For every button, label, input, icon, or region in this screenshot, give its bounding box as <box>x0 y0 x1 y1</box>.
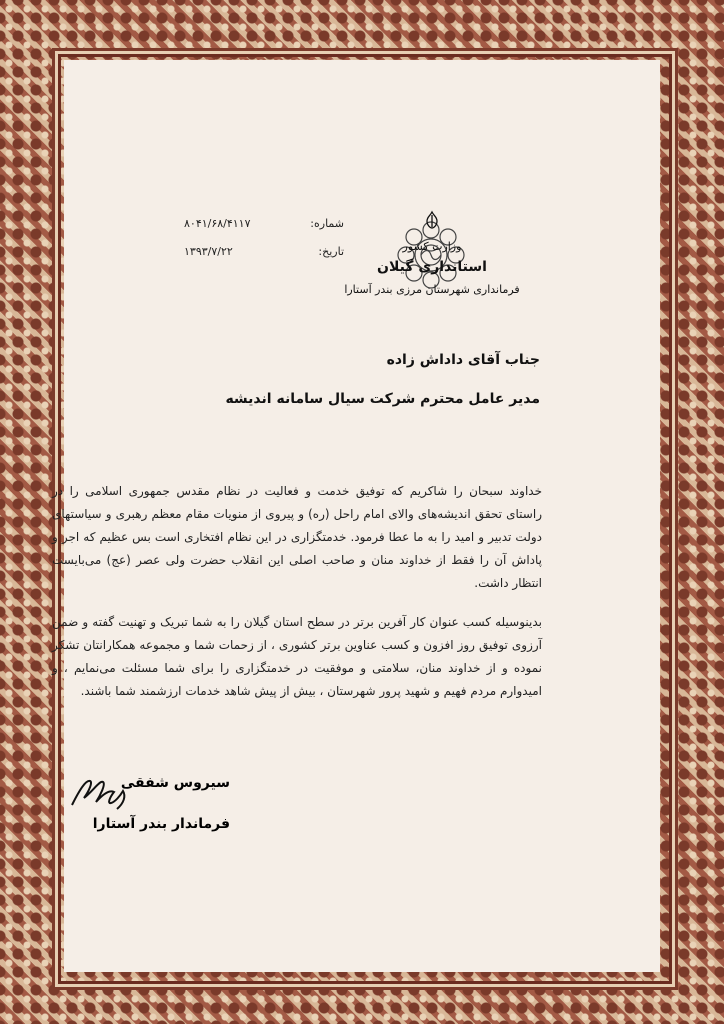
addressee-block <box>225 352 540 407</box>
handwritten-signature <box>66 765 146 825</box>
signature-block <box>70 775 230 832</box>
date-label: تاریخ: <box>318 245 344 258</box>
date-value: ۱۳۹۳/۷/۲۲ <box>184 245 233 258</box>
signer-name: سیروس شفقی <box>120 775 230 791</box>
letter-content <box>52 60 660 972</box>
body-paragraph-2: بدینوسیله کسب عنوان کار آفرین برتر در سطح استان گیلان را به شما تبریک و تهنیت گفته و ضمن آرزوی توفیق روز افزون و کسب عناوین برتر کشوری ، از زحمات شما و مجموعه همکارانتان تشکر نموده و از خداوند منان، سلامتی و موفقیت در خدمتگزاری را برای شما مسئلت می‌نمایم ، و امیدوارم مردم فهیم و شهید پرور شهرستان ، بیش از پیش شاهد خدمات ارزشمند شما باشند. <box>52 615 542 698</box>
number-row <box>184 210 344 238</box>
addressee-name: جناب آقای داداش زاده <box>386 352 540 368</box>
letter-paper <box>52 60 660 972</box>
reference-block <box>184 210 344 266</box>
office-name: فرمانداری شهرستان مرزی بندر آستارا <box>344 283 520 296</box>
body-paragraph-1: خداوند سبحان را شاکریم که توفیق خدمت و فعالیت در نظام مقدس جمهوری اسلامی را در راستای تحقق اندیشه‌های والای امام راحل (ره) و پیروی از منویات مقام معظم رهبری و سیاستهای دولت تدبیر و امید را به ما عطا فرمود. خدمتگزاری در این نظام افتخاری است بس عظیم که اجر و پاداش آن را فقط از خداوند منان و صاحب اصلی این انقلاب حضرت ولی عصر (عج) می‌بایست انتظار داشت. <box>52 484 542 590</box>
issuer-block <box>322 210 542 296</box>
number-label: شماره: <box>310 217 344 230</box>
province-name: استانداری گیلان <box>377 259 487 275</box>
signer-title: فرماندار بندر آستارا <box>92 816 230 832</box>
iran-emblem-icon <box>422 210 442 230</box>
letter-body <box>52 480 542 719</box>
date-row <box>184 238 344 266</box>
number-value: ۸۰۴۱/۶۸/۴۱۱۷ <box>184 217 251 230</box>
ministry-name: وزارت کشور <box>402 240 462 253</box>
addressee-role: مدیر عامل محترم شرکت سیال سامانه اندیشه <box>225 391 540 407</box>
